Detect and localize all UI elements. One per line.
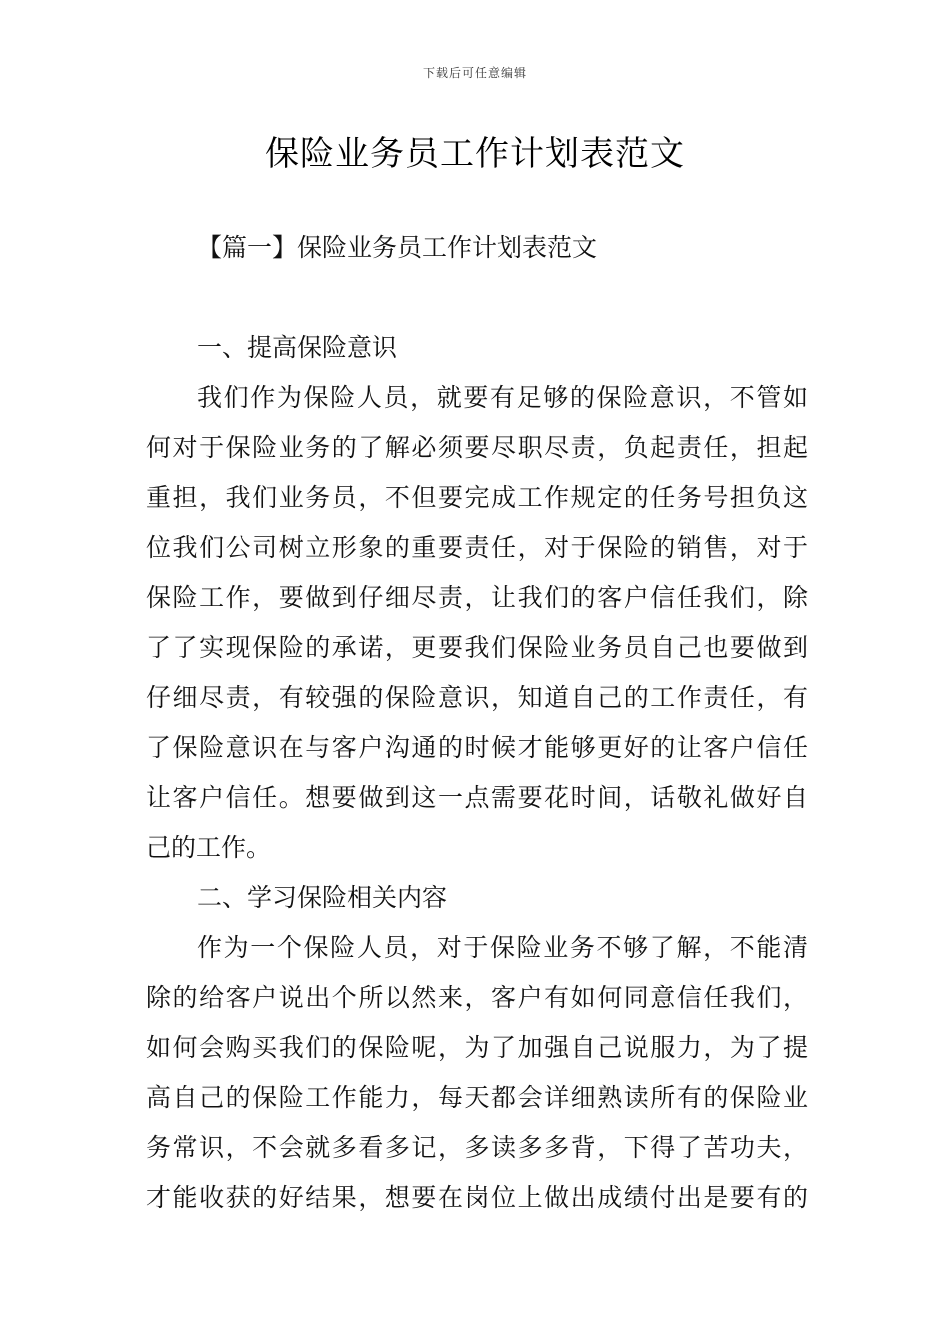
paragraph-line: 位我们公司树立形象的重要责任，对于保险的销售，对于 (146, 533, 808, 562)
paragraph-line: 我们作为保险人员，就要有足够的保险意识，不管如 (197, 383, 808, 412)
paragraph-line: 何对于保险业务的了解必须要尽职尽责，负起责任，担起 (146, 433, 808, 462)
body-text (146, 323, 808, 1223)
paragraph-line: 高自己的保险工作能力，每天都会详细熟读所有的保险业 (146, 1083, 808, 1112)
paragraph-line: 重担，我们业务员，不但要完成工作规定的任务号担负这 (146, 483, 808, 512)
paragraph-line: 务常识，不会就多看多记，多读多多背，下得了苦功夫， (146, 1133, 808, 1162)
paragraph-line: 己的工作。 (146, 833, 272, 862)
paragraph-line: 如何会购买我们的保险呢，为了加强自己说服力，为了提 (146, 1033, 808, 1062)
paragraph-line: 除的给客户说出个所以然来，客户有如何同意信任我们， (146, 983, 808, 1012)
paragraph-line: 让客户信任。想要做到这一点需要花时间，话敬礼做好自 (146, 783, 808, 812)
paragraph-line: 了了实现保险的承诺，更要我们保险业务员自己也要做到 (146, 633, 808, 662)
paragraph-line: 作为一个保险人员，对于保险业务不够了解，不能清 (197, 933, 808, 962)
paragraph-line: 才能收获的好结果，想要在岗位上做出成绩付出是要有的 (146, 1183, 808, 1212)
document-title: 保险业务员工作计划表范文 (265, 134, 685, 174)
header-note: 下载后可任意编辑 (422, 66, 527, 80)
paragraph-line: 保险工作，要做到仔细尽责，让我们的客户信任我们，除 (146, 583, 808, 612)
subheading-2: 二、学习保险相关内容 (197, 883, 448, 912)
paragraph-line: 仔细尽责，有较强的保险意识，知道自己的工作责任，有 (146, 683, 808, 712)
paragraph-line: 了保险意识在与客户沟通的时候才能够更好的让客户信任 (146, 733, 808, 762)
section-heading: 【篇一】保险业务员工作计划表范文 (197, 233, 598, 262)
subheading-1: 一、提高保险意识 (197, 333, 398, 362)
